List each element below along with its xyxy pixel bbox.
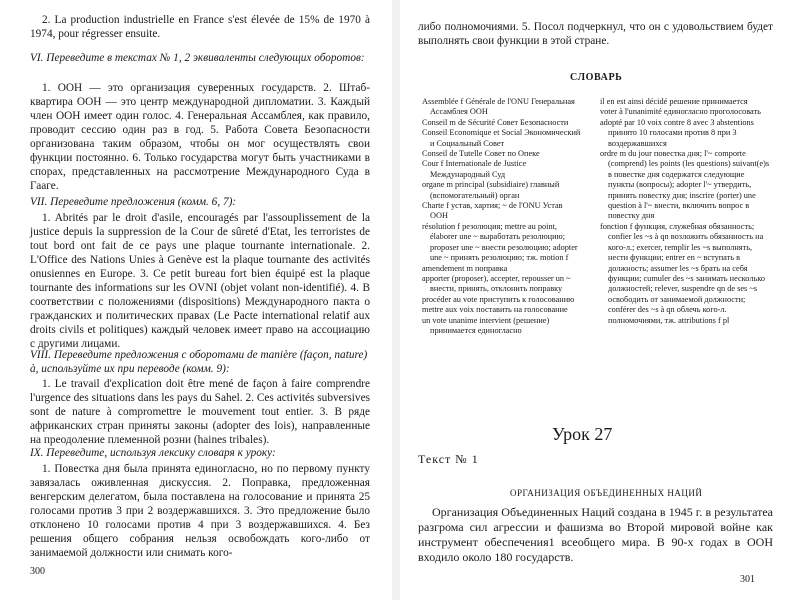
dictionary-entry: Assemblée f Générale de l'ONU Генеральная Ассамблея ООН xyxy=(422,97,575,117)
dictionary-entry: Conseil Economique et Social Экономический и Социальный Совет xyxy=(422,128,581,148)
section-8-heading xyxy=(30,348,370,376)
dictionary-entry: il en est ainsi décidé решение принимается xyxy=(600,97,748,106)
section-heading: VI. Переведите в текстах № 1, 2 эквиваленты следующих оборотов: xyxy=(30,52,365,64)
text-paragraph: Организация Объединенных Наций создана в 1945 г. в результатеa разгрома сил агрессии и фашизма во Второй мировой войне как инструмент обеспечения1 всеобщего мира. В 90-х годах в ООН входило около 180 государств. xyxy=(418,505,773,564)
dictionary-left-column xyxy=(422,97,582,336)
dictionary-entry: apporter (proposer), accepter, repousser un ~ внести, принять, отклонить поправку xyxy=(422,273,571,294)
dictionary-entry: ordre m du jour повестка дня; l'~ comporte (comprend) les points (les questions) suivant(e)s в повестке дня содержатся следующие пункты (вопросы); adopter l'~ утвердить, принять повестку дня; inscrire (porter) une question à l'~ внести, включить вопрос в повестку дня xyxy=(600,149,770,221)
page-number-left: 300 xyxy=(30,566,45,577)
dictionary-entry: amendement m поправка xyxy=(422,263,508,273)
section-9-body xyxy=(30,462,370,560)
text-subtitle: ОРГАНИЗАЦИЯ ОБЪЕДИНЕННЫХ НАЦИЙ xyxy=(510,488,703,498)
text-paragraph: 1. Abrités par le droit d'asile, encouragés par l'assouplissement de la justice depuis la suppression de la Cour de sûreté d'Etat, les terroristes de tout bord ont fait de ce pays une plaque tournante internationale. 2. L'Office des Nations Unies à Genève est la plaque tournante des activités onusiennes en Europe. 3. Ce petit bureau fort bien équipé est la plaque tournante des informations sur les OVNI (objet volant non-identifié). 4. В соответствии с положениями (dispositions) Международного пакта о гражданских и политических правах (Le Pacte international relatif aux droits civils et politiques) каждый человек имеет право на ассоциацию с другими лицами. xyxy=(30,212,370,350)
lesson-title: Урок 27 xyxy=(552,424,613,444)
section-heading: IX. Переведите, используя лексику словаря к уроку: xyxy=(30,447,276,459)
section-7-body xyxy=(30,211,370,351)
section-6-body xyxy=(30,81,370,193)
section-8-body xyxy=(30,377,370,447)
right-page xyxy=(400,0,793,600)
dictionary-entry: adopté par 10 voix contre 8 avec 3 abstentions принято 10 голосами против 8 при 3 воздержавшихся xyxy=(600,117,754,148)
text-body xyxy=(418,505,773,565)
text-paragraph: либо полномочиями. 5. Посол подчеркнул, что он с удовольствием будет выполнять свои функции в этой стране. xyxy=(418,21,773,47)
dictionary-entry: résolution f резолюция; mettre au point, élaborer une ~ выработать резолюцию; proposer une ~ внести резолюцию; adopter une ~ принять резолюцию; тж. motion f xyxy=(422,221,578,263)
dictionary-title: СЛОВАРЬ xyxy=(570,72,623,83)
dictionary-entry: voter à l'unanimité единогласно проголосовать xyxy=(600,107,761,117)
book-gutter xyxy=(392,0,400,600)
text-paragraph: 2. La production industrielle en France s'est élevée de 15% de 1970 à 1974, pour régresser ensuite. xyxy=(30,14,370,40)
dictionary-right-column xyxy=(600,97,772,326)
dictionary-entry: Charte f устав, хартия; ~ de l'ONU Устав ООН xyxy=(422,201,563,221)
dictionary-entry: mettre aux voix поставить на голосование xyxy=(422,305,568,315)
continuation-text xyxy=(418,20,773,48)
dictionary-entry: Cour f Internationale de Justice Международный Суд xyxy=(422,159,527,179)
section-9-heading xyxy=(30,446,370,460)
dictionary-entry: organe m principal (subsidiaire) главный (вспомогательный) орган xyxy=(422,180,560,200)
section-7-heading xyxy=(30,195,370,209)
section-heading: VII. Переведите предложения (комм. 6, 7): xyxy=(30,196,237,208)
text-heading: Текст № 1 xyxy=(418,452,479,466)
text-paragraph: 1. ООН — это организация суверенных государств. 2. Штаб-квартира ООН — это центр международной дипломатии. 3. Каждый член ООН имеет один голос. 4. Генеральная Ассамблея, как правило, проводит сессию один раз в год. 5. Работа Совета Безопасности организована таким образом, чтобы он мог осуществлять свои функции постоянно. 6. Только государства могут быть участниками в спорах, представленных на рассмотрение Международного Суда в Гааге. xyxy=(30,82,370,192)
left-line-2 xyxy=(30,13,370,41)
text-paragraph: 1. Le travail d'explication doit être mené de façon à faire comprendre l'urgence des situations dans les pays du Sahel. 2. Ces activités subversives sont de nature à compromettre le mouvement tout entier. 3. В ряде африканских стран приняты законы (adopter des lois), направленные на преодоление племенной розни (haines tribales). xyxy=(30,378,370,446)
section-heading: VIII. Переведите предложения с оборотами de manière (façon, nature) à, используйте их при переводе (комм. 9): xyxy=(30,349,368,375)
dictionary-entry: procéder au vote приступить к голосованию xyxy=(422,294,575,304)
dictionary-entry: Conseil de Tutelle Совет по Опеке xyxy=(422,149,540,159)
dictionary-entry: Conseil m de Sécurité Совет Безопасности xyxy=(422,117,569,127)
dictionary-entry: fonction f функция, служебная обязанность; confier les ~s à qn возложить обязанность на кого-л.; exercer, remplir les ~s выполнять, нести функции; entrer en ~ вступать в должность; assumer les ~s брать на себя функции; cumuler des ~s занимать несколько должностей; relever, suspendre qn de ses ~s освободить от занимаемой должности; conférer des ~s à qn облечь кого-л. полномочиями, тж. attributions f pl xyxy=(600,221,766,325)
dictionary-entry: un vote unanime intervient (решение) принимается единогласно xyxy=(422,315,550,335)
page-number-right: 301 xyxy=(740,574,755,585)
left-page xyxy=(0,0,392,600)
text-paragraph: 1. Повестка дня была принята единогласно, но по первому пункту завязалась оживленная дискуссия. 2. Поправка, предложенная венгерским делегатом, была поставлена на голосование и принята 25 голосами против 3 при 2 воздержавшихся. 3. Это предложение было отклонено 10 голосами против 4 при 3 воздержавшихся. 4. Без решения общего собрания нельзя освобождать кого-либо от занимаемой должности или снимать кого- xyxy=(30,463,370,559)
section-6-heading xyxy=(30,51,370,65)
